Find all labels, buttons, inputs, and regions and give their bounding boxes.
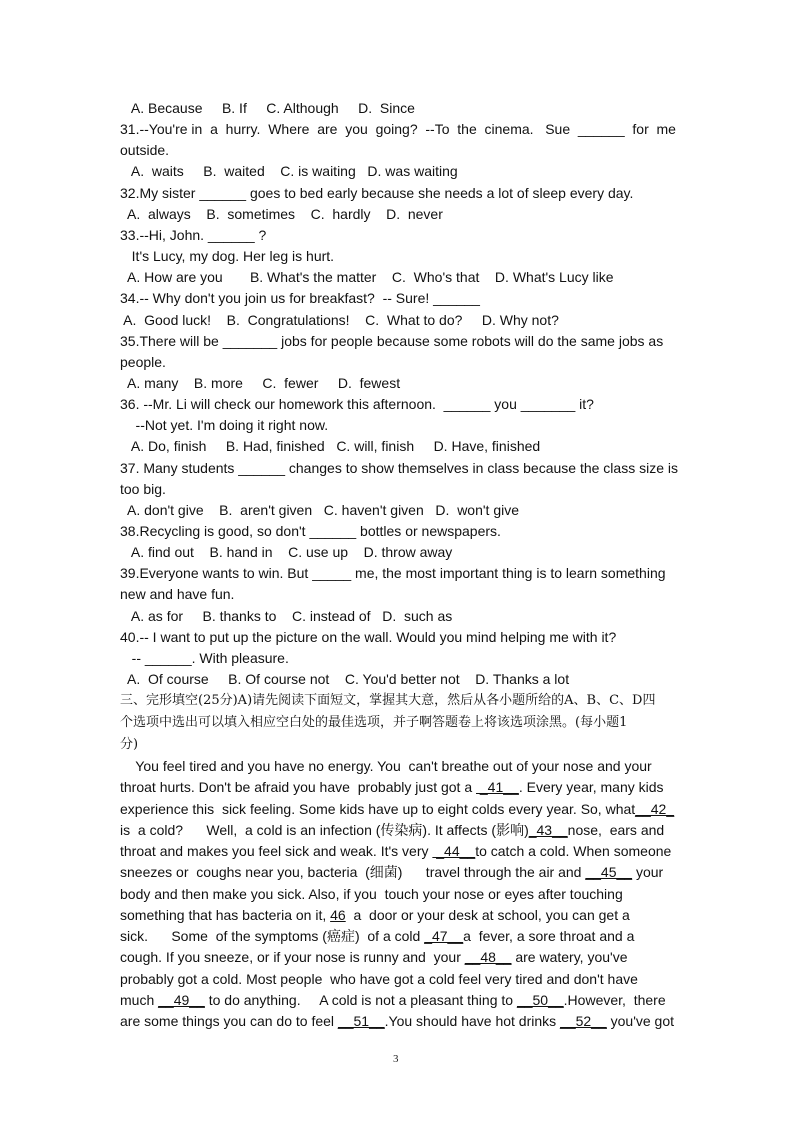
answer-blank: __51__ (337, 1013, 385, 1029)
passage-text: cough. If you sneeze, or if your nose is runny and your (120, 949, 465, 965)
question-line: new and have fun. (120, 586, 235, 602)
answer-blank: _44__ (432, 843, 476, 859)
passage-line (120, 948, 628, 966)
passage-text: throat hurts. Don't be afraid you have probably just got a (120, 779, 476, 795)
answer-blank: __45__ (585, 864, 633, 880)
passage-line (120, 778, 664, 796)
passage-line (120, 927, 634, 945)
question-line: 35.There will be _______ jobs for people because some robots will do the same jobs as (120, 333, 664, 349)
section-heading-line-1: 三、完形填空(25分)A)请先阅读下面短文，掌握其大意，然后从各小题所给的A、B、C、D四 (120, 693, 656, 708)
question-line: 40.-- I want to put up the picture on the wall. Would you mind helping me with it? (120, 629, 617, 645)
passage-line (120, 821, 664, 839)
passage-line (120, 991, 666, 1009)
question-line: 38.Recycling is good, so don't ______ bottles or newspapers. (120, 523, 501, 539)
question-line: 37. Many students ______ changes to show themselves in class because the class size is (120, 460, 678, 476)
passage-text: probably got a cold. Most people who have got a cold feel very tired and don't have (120, 971, 638, 987)
passage-text: .You should have hot drinks (384, 1013, 561, 1029)
question-line: 34.-- Why don't you join us for breakfast? -- Sure! ______ (120, 290, 480, 306)
passage-text: a door or your desk at school, you can get a (345, 907, 630, 923)
question-line: 32.My sister ______ goes to bed early because she needs a lot of sleep every day. (120, 185, 634, 201)
question-line: A. always B. sometimes C. hardly D. never (120, 206, 443, 222)
passage-text: is a cold? Well, a cold is an infection (传染病). It affects (影响) (120, 822, 529, 838)
passage-line (120, 885, 623, 903)
passage-text: .However, there (563, 992, 666, 1008)
answer-blank: _47__ (424, 928, 464, 944)
passage-line (120, 842, 671, 860)
question-line: --Not yet. I'm doing it right now. (120, 417, 329, 433)
question-line: too big. (120, 481, 166, 497)
passage-line (120, 1012, 674, 1030)
passage-line (120, 906, 630, 924)
question-line: A. as for B. thanks to C. instead of D. such as (120, 608, 453, 624)
page-number: 3 (393, 1053, 399, 1065)
passage-text: . Every year, many kids (518, 779, 664, 795)
question-line: A. Good luck! B. Congratulations! C. What to do? D. Why not? (120, 312, 559, 328)
answer-blank: _41__ (476, 779, 519, 795)
question-line: A. find out B. hand in C. use up D. throw away (120, 544, 453, 560)
question-line: A. Do, finish B. Had, finished C. will, finish D. Have, finished (120, 438, 541, 454)
passage-line (120, 970, 638, 988)
answer-blank: __48__ (464, 949, 512, 965)
passage-text: You feel tired and you have no energy. You can't breathe out of your nose and your (120, 758, 652, 774)
question-line: A. How are you B. What's the matter C. Who's that D. What's Lucy like (120, 269, 614, 285)
passage-line (120, 800, 674, 818)
passage-text: are some things you can do to feel (120, 1013, 338, 1029)
question-line: 33.--Hi, John. ______ ? (120, 227, 267, 243)
section-heading-line-3: 分) (120, 737, 139, 752)
passage-text: nose, ears and (567, 822, 665, 838)
section-heading-line-2: 个选项中选出可以填入相应空白处的最佳选项，并子啊答题卷上将该选项涂黑。(每小题1 (120, 715, 628, 730)
question-line: A. many B. more C. fewer D. fewest (120, 375, 401, 391)
question-line: A. Because B. If C. Although D. Since (120, 100, 415, 116)
passage-text: much (120, 992, 159, 1008)
answer-blank: 46 (330, 907, 346, 923)
question-line: -- ______. With pleasure. (120, 650, 289, 666)
question-line: It's Lucy, my dog. Her leg is hurt. (120, 248, 335, 264)
passage-line (120, 863, 663, 881)
passage-text: throat and makes you feel sick and weak. It's very (120, 843, 433, 859)
question-line: 31.--You're in a hurry. Where are you going? --To the cinema. Sue ______ for me (120, 121, 676, 137)
passage-text: sick. Some of the symptoms (癌症) of a cold (120, 928, 425, 944)
passage-text: to catch a cold. When someone (475, 843, 672, 859)
passage-text: your (632, 864, 664, 880)
answer-blank: _43__ (528, 822, 568, 838)
answer-blank: __42_ (635, 801, 675, 817)
passage-text: you've got (606, 1013, 675, 1029)
passage-text: sneezes or coughs near you, bacteria (细菌) travel through the air and (120, 864, 586, 880)
answer-blank: __52__ (560, 1013, 607, 1029)
passage-text: a fever, a sore throat and a (463, 928, 635, 944)
question-line: A. waits B. waited C. is waiting D. was waiting (120, 163, 458, 179)
question-line: A. Of course B. Of course not C. You'd better not D. Thanks a lot (120, 671, 570, 687)
question-line: 39.Everyone wants to win. But _____ me, the most important thing is to learn something (120, 565, 666, 581)
passage-text: are watery, you've (511, 949, 628, 965)
question-line: outside. (120, 142, 170, 158)
passage-text: to do anything. A cold is not a pleasant thing to (204, 992, 517, 1008)
passage-text: experience this sick feeling. Some kids have up to eight colds every year. So, what (120, 801, 636, 817)
answer-blank: __49__ (158, 992, 205, 1008)
passage-text: something that has bacteria on it, (120, 907, 331, 923)
question-line: A. don't give B. aren't given C. haven't given D. won't give (120, 502, 520, 518)
passage-line (120, 757, 652, 775)
answer-blank: __50__ (516, 992, 564, 1008)
question-line: 36. --Mr. Li will check our homework this afternoon. ______ you _______ it? (120, 396, 594, 412)
passage-text: body and then make you sick. Also, if you touch your nose or eyes after touching (120, 886, 623, 902)
question-line: people. (120, 354, 166, 370)
